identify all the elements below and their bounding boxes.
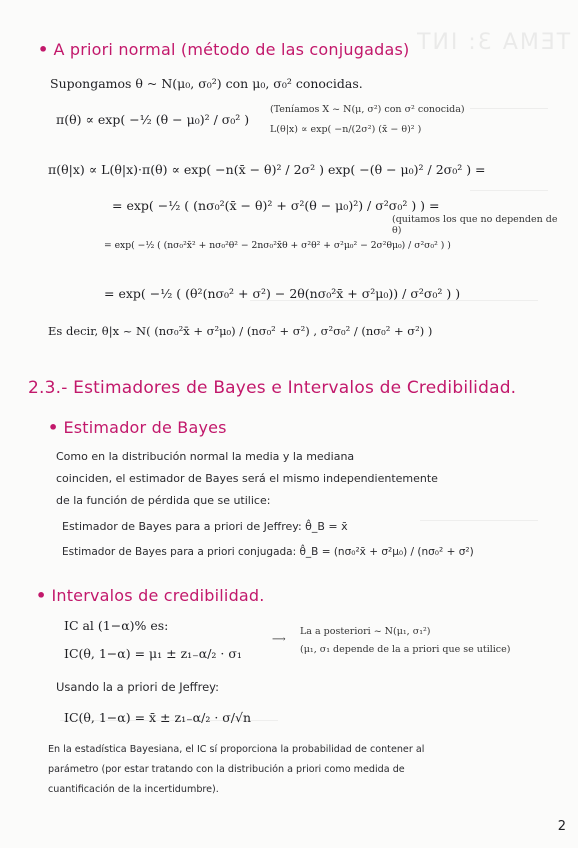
posterior-step-1: π(θ|x) ∝ L(θ|x)·π(θ) ∝ exp( −n(x̄ − θ)² / 2σ² ) exp( −(θ − μ₀)² / 2σ₀² ) = <box>48 162 486 177</box>
assumption-text: Supongamos θ ~ N(μ₀, σ₀²) con μ₀, σ₀² conocidas. <box>50 76 363 91</box>
subheading-bayes-estimator: • Estimador de Bayes <box>48 418 227 437</box>
closing-text-3: cuantificación de la incertidumbre). <box>48 784 219 795</box>
closing-text-1: En la estadística Bayesiana, el IC sí proporciona la probabilidad de contener al <box>48 744 425 755</box>
arrow-icon: ⟶ <box>272 634 286 645</box>
posterior-conclusion: Es decir, θ|x ~ N( (nσ₀²x̄ + σ²μ₀) / (nσ₀² + σ²) , σ²σ₀² / (nσ₀² + σ²) ) <box>48 324 433 338</box>
posterior-step-3: = exp( −½ ( (nσ₀²x̄² + nσ₀²θ² − 2nσ₀²x̄θ + σ²θ² + σ²μ₀² − 2σ²θμ₀) / σ²σ₀² ) ) <box>104 240 451 251</box>
ic-note-posterior: La a posteriori ~ N(μ₁, σ₁²) <box>300 626 431 637</box>
estimator-text-3: de la función de pérdida que se utilice: <box>56 494 271 507</box>
ic-intro: IC al (1−α)% es: <box>64 618 169 633</box>
ic-formula: IC(θ, 1−α) = μ₁ ± z₁₋α/₂ · σ₁ <box>64 646 242 661</box>
estimator-text-1: Como en la distribución normal la media y la mediana <box>56 450 355 463</box>
bullet-icon: • <box>36 586 47 605</box>
jeffrey-intro: Usando la a priori de Jeffrey: <box>56 680 219 694</box>
side-note-remove-constants: (quitamos los que no dependen de θ) <box>392 214 558 236</box>
posterior-step-2: = exp( −½ ( (nσ₀²(x̄ − θ)² + σ²(θ − μ₀)²) / σ²σ₀² ) ) = <box>112 198 440 213</box>
bullet-icon: • <box>48 418 59 437</box>
estimator-conjugate: Estimador de Bayes para a priori conjugada: θ̂_B = (nσ₀²x̄ + σ²μ₀) / (nσ₀² + σ²) <box>62 546 474 558</box>
subheading-credibility-intervals: • Intervalos de credibilidad. <box>36 586 265 605</box>
side-note-likelihood: L(θ|x) ∝ exp( −n/(2σ²) (x̄ − θ)² ) <box>270 124 422 135</box>
prior-density-formula: π(θ) ∝ exp( −½ (θ − μ₀)² / σ₀² ) <box>56 112 250 127</box>
estimator-text-2: coinciden, el estimador de Bayes será el mismo independientemente <box>56 472 438 485</box>
section-title-2-3: 2.3.- Estimadores de Bayes e Intervalos de Credibilidad. <box>28 378 517 398</box>
bleed-through-background: TEMA 3: INT <box>0 0 578 848</box>
ic-jeffrey-formula: IC(θ, 1−α) = x̄ ± z₁₋α/₂ · σ/√n <box>64 710 252 725</box>
side-note-likelihood-model: (Teníamos X ~ N(μ, σ²) con σ² conocida) <box>270 104 465 115</box>
bullet-icon: • <box>38 40 49 59</box>
closing-text-2: parámetro (por estar tratando con la distribución a priori como medida de <box>48 764 405 775</box>
estimator-jeffrey: Estimador de Bayes para a priori de Jeffrey: θ̂_B = x̄ <box>62 520 348 533</box>
ic-note-dependence: (μ₁, σ₁ depende de la a priori que se utilice) <box>300 644 511 655</box>
posterior-step-4: = exp( −½ ( (θ²(nσ₀² + σ²) − 2θ(nσ₀²x̄ + σ²μ₀)) / σ²σ₀² ) ) <box>104 286 461 301</box>
section-heading-conjugate: • A priori normal (método de las conjugadas) <box>38 40 410 59</box>
page-number: 2 <box>557 819 566 834</box>
